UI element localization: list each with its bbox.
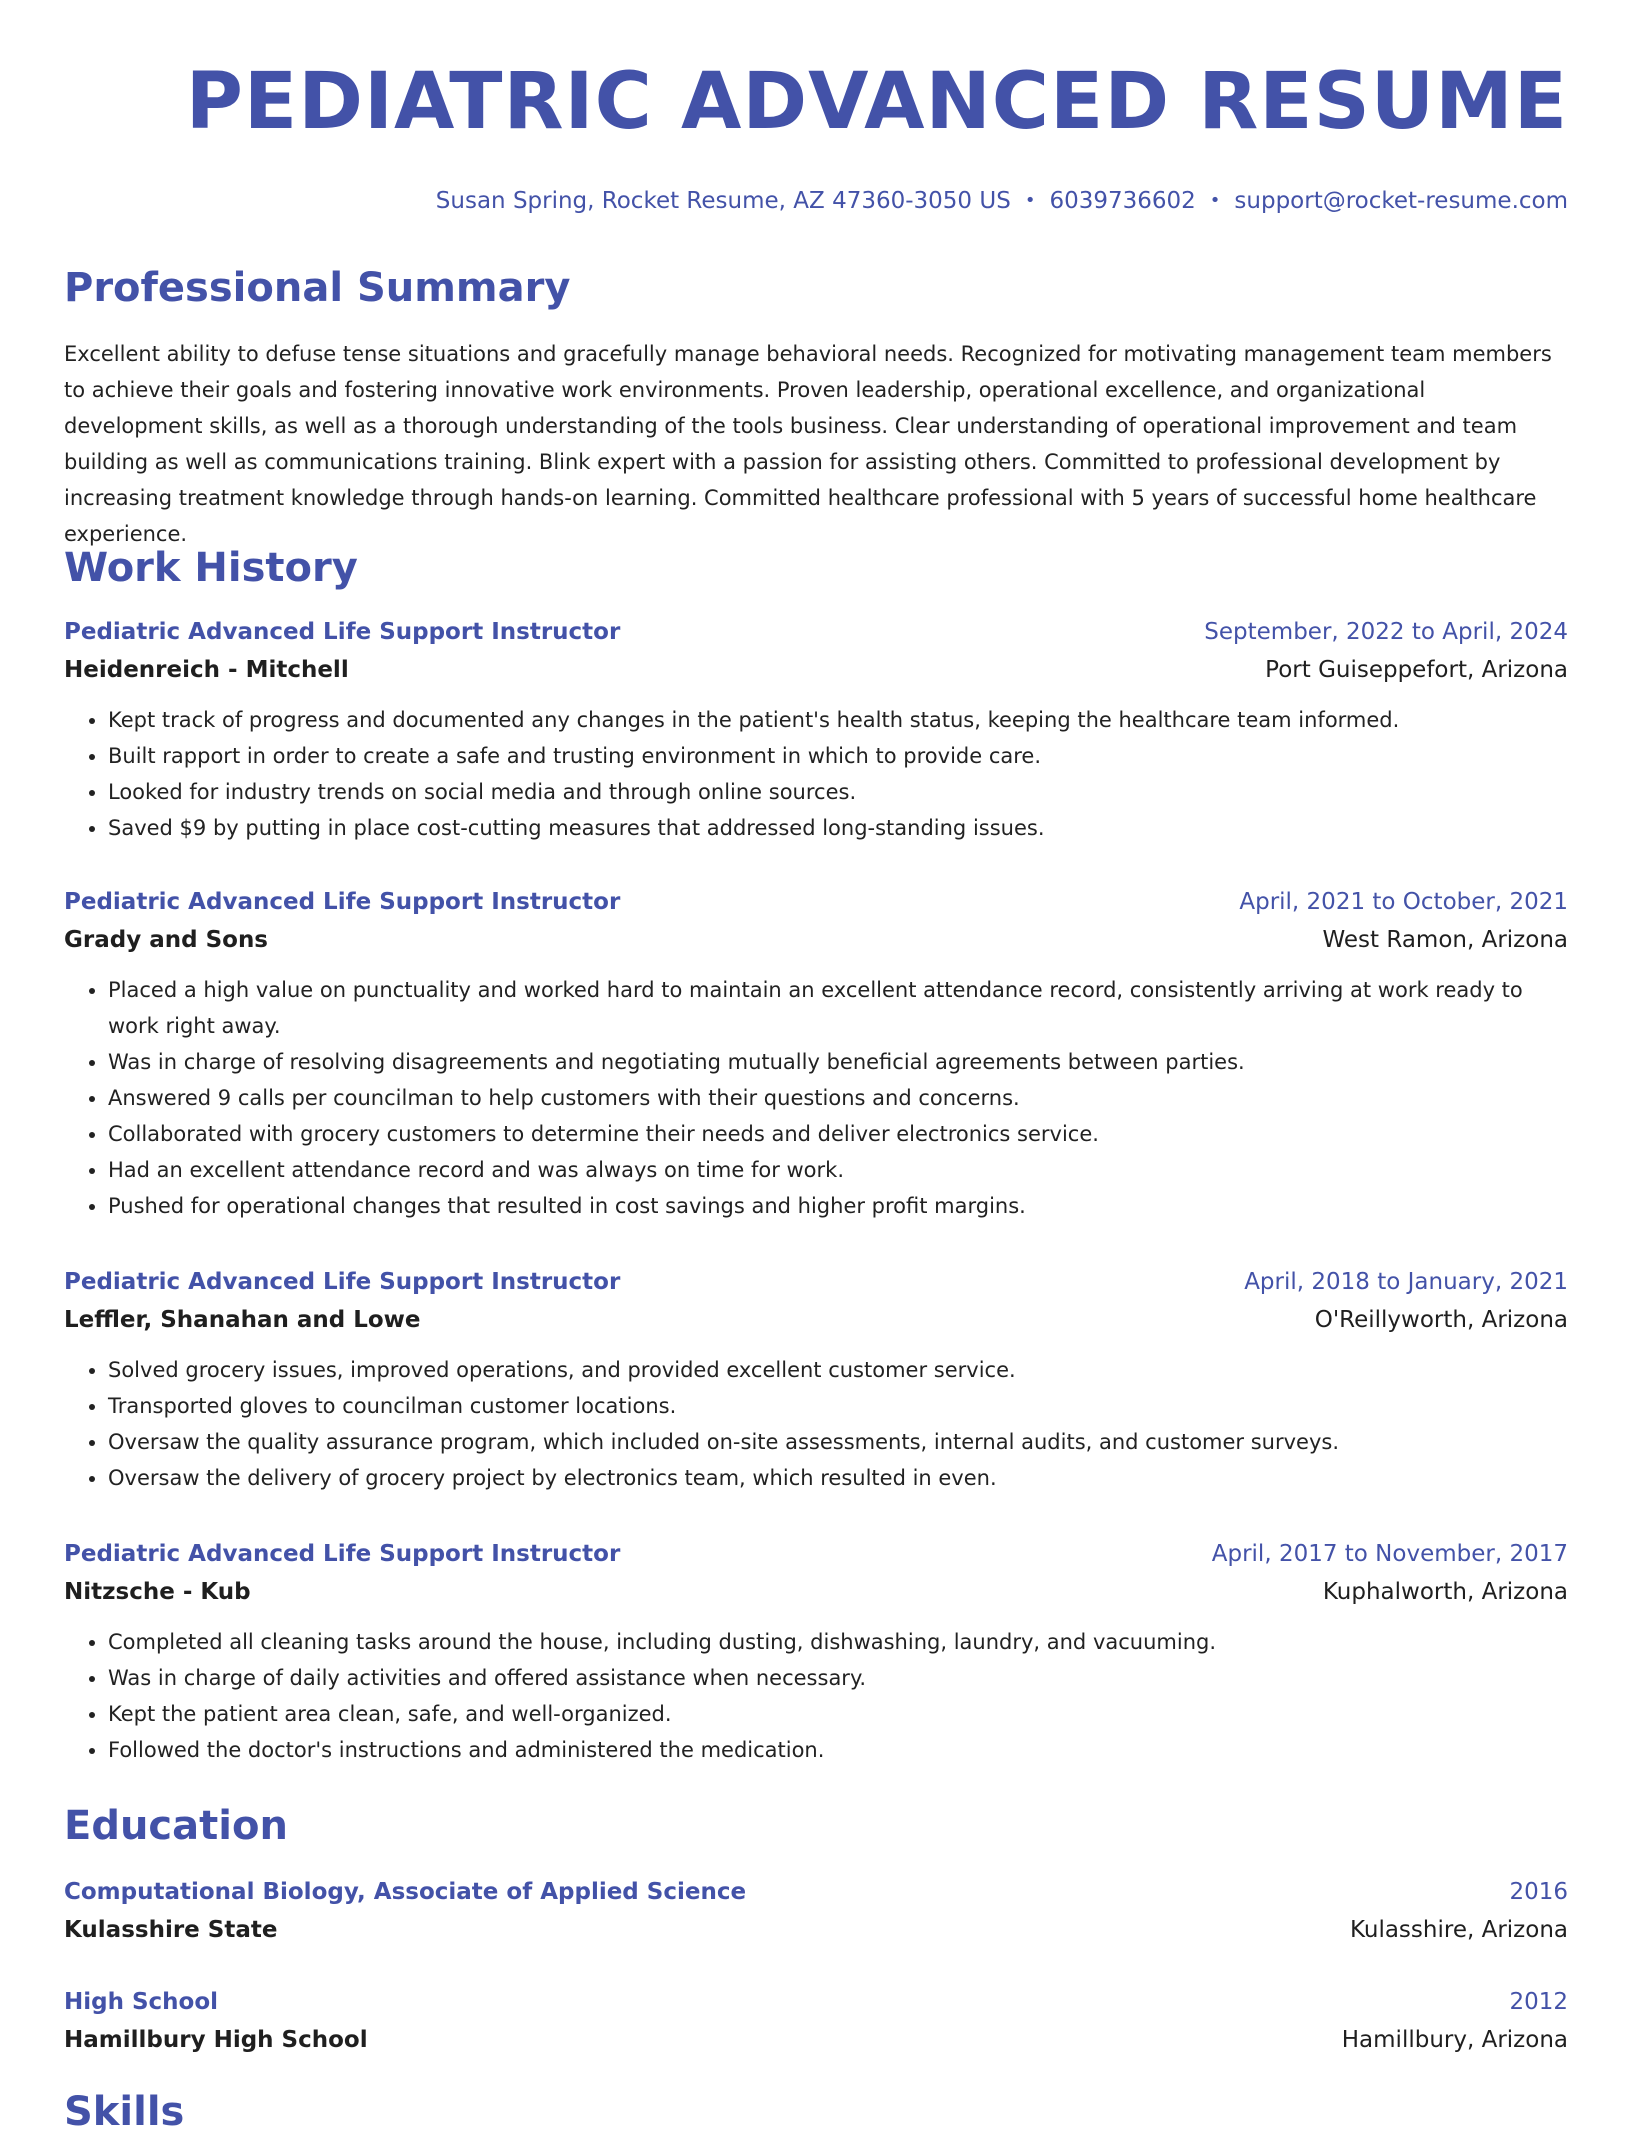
job-entry xyxy=(64,1264,1568,1496)
job-role: Pediatric Advanced Life Support Instructor xyxy=(64,889,621,915)
education-school: Hamillbury High School xyxy=(64,2027,368,2053)
job-bullet: • Kept the patient area clean, safe, and well-organized. xyxy=(108,1696,1568,1732)
job-bullet: • Was in charge of daily activities and offered assistance when necessary. xyxy=(108,1660,1568,1696)
education-year: 2012 xyxy=(1509,1989,1568,2015)
section-heading-summary: Professional Summary xyxy=(64,265,571,311)
job-dates: April, 2017 to November, 2017 xyxy=(1211,1541,1568,1567)
job-bullet: • Saved $9 by putting in place cost-cutting measures that addressed long-standing issues. xyxy=(108,810,1568,846)
job-location: O'Reillyworth, Arizona xyxy=(1314,1307,1568,1333)
education-entry xyxy=(64,1874,1568,1950)
job-role: Pediatric Advanced Life Support Instructor xyxy=(64,619,621,645)
summary-text: Excellent ability to defuse tense situations and gracefully manage behavioral needs. Recognized for motivating management team members to achieve their goals and fostering innovative work environments. Proven leadership, operational excellence, and organizational development skills, as well as a thorough understanding of the tools business. Clear understanding of operational improvement and team building as well as communications training. Blink expert with a passion for assisting others. Committed to professional development by increasing treatment knowledge through hands-on learning. Committed healthcare professional with 5 years of successful home healthcare experience. xyxy=(64,342,1552,546)
job-bullet: • Followed the doctor's instructions and administered the medication. xyxy=(108,1732,1568,1768)
contact-address: Susan Spring, Rocket Resume, AZ 47360-3050 US xyxy=(435,188,1011,214)
job-dates: April, 2018 to January, 2021 xyxy=(1244,1269,1568,1295)
job-bullets xyxy=(64,1352,1568,1496)
resume-header xyxy=(64,0,1568,216)
job-bullets xyxy=(64,702,1568,846)
education-degree: Computational Biology, Associate of Applied Science xyxy=(64,1879,747,1905)
job-bullet: • Built rapport in order to create a safe and trusting environment in which to provide care. xyxy=(108,738,1568,774)
education-school: Kulasshire State xyxy=(64,1917,278,1943)
job-role: Pediatric Advanced Life Support Instructor xyxy=(64,1269,621,1295)
section-heading-skills: Skills xyxy=(64,2089,185,2135)
job-bullet: • Collaborated with grocery customers to determine their needs and deliver electronics service. xyxy=(108,1116,1568,1152)
job-company: Leffler, Shanahan and Lowe xyxy=(64,1307,421,1333)
job-bullet: • Answered 9 calls per councilman to help customers with their questions and concerns. xyxy=(108,1080,1568,1116)
job-location: Port Guiseppefort, Arizona xyxy=(1265,657,1568,683)
job-bullets xyxy=(64,1624,1568,1768)
contact-phone: 6039736602 xyxy=(1049,188,1196,214)
job-bullet: • Was in charge of resolving disagreements and negotiating mutually beneficial agreements between parties. xyxy=(108,1044,1568,1080)
job-bullet: • Completed all cleaning tasks around the house, including dusting, dishwashing, laundry, and vacuuming. xyxy=(108,1624,1568,1660)
resume-title: PEDIATRIC ADVANCED RESUME xyxy=(185,57,1568,147)
section-heading-work-history: Work History xyxy=(64,545,358,591)
job-company: Heidenreich - Mitchell xyxy=(64,657,349,683)
contact-line xyxy=(64,186,1568,216)
job-bullets xyxy=(64,972,1568,1224)
contact-separator: • xyxy=(1024,190,1036,211)
job-location: Kuphalworth, Arizona xyxy=(1322,1579,1568,1605)
resume-page xyxy=(64,0,1568,2135)
job-bullet: • Kept track of progress and documented any changes in the patient's health status, keeping the healthcare team informed. xyxy=(108,702,1568,738)
section-heading-education: Education xyxy=(64,1803,288,1849)
job-bullet: • Placed a high value on punctuality and worked hard to maintain an excellent attendance record, consistently arriving at work ready to work right away. xyxy=(108,972,1568,1044)
education-degree: High School xyxy=(64,1989,219,2015)
job-bullet: • Transported gloves to councilman customer locations. xyxy=(108,1388,1568,1424)
job-bullet: • Looked for industry trends on social media and through online sources. xyxy=(108,774,1568,810)
job-bullet: • Solved grocery issues, improved operations, and provided excellent customer service. xyxy=(108,1352,1568,1388)
contact-separator: • xyxy=(1209,190,1221,211)
job-location: West Ramon, Arizona xyxy=(1322,927,1568,953)
job-dates: September, 2022 to April, 2024 xyxy=(1204,619,1568,645)
job-bullet: • Pushed for operational changes that resulted in cost savings and higher profit margins. xyxy=(108,1188,1568,1224)
education-entry xyxy=(64,1984,1568,2060)
job-company: Nitzsche - Kub xyxy=(64,1579,251,1605)
job-entry xyxy=(64,1536,1568,1768)
contact-email[interactable]: support@rocket-resume.com xyxy=(1234,188,1568,214)
job-company: Grady and Sons xyxy=(64,927,269,953)
job-bullet: • Oversaw the delivery of grocery project by electronics team, which resulted in even. xyxy=(108,1460,1568,1496)
job-bullet: • Oversaw the quality assurance program, which included on-site assessments, internal audits, and customer surveys. xyxy=(108,1424,1568,1460)
job-role: Pediatric Advanced Life Support Instructor xyxy=(64,1541,621,1567)
job-entry xyxy=(64,614,1568,846)
education-year: 2016 xyxy=(1509,1879,1568,1905)
job-bullet: • Had an excellent attendance record and was always on time for work. xyxy=(108,1152,1568,1188)
education-location: Hamillbury, Arizona xyxy=(1341,2027,1568,2053)
job-dates: April, 2021 to October, 2021 xyxy=(1239,889,1568,915)
job-entry xyxy=(64,884,1568,1224)
education-location: Kulasshire, Arizona xyxy=(1349,1917,1568,1943)
